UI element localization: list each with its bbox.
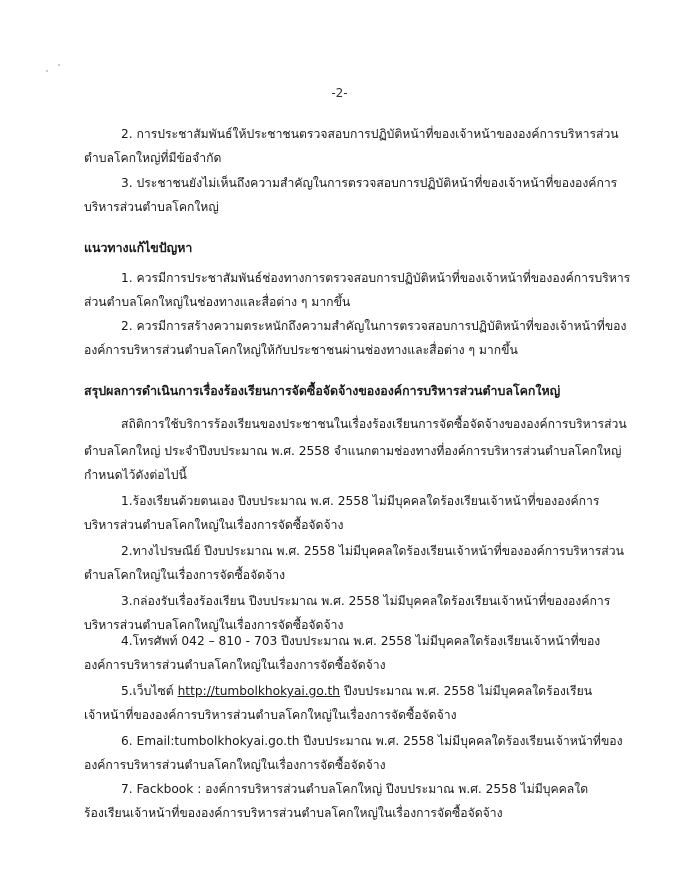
- summary-intro-line-2: ตำบลโคกใหญ่ ประจำปีงบประมาณ พ.ศ. 2558 จำแนกตามช่องทางที่องค์การบริหารส่วนตำบลโคกใหญ่: [84, 444, 622, 458]
- scan-speck: [58, 64, 60, 66]
- problem-3-line-1: 3. ประชาชนยังไม่เห็นถึงความสำคัญในการตรวจสอบการปฏิบัติหน้าที่ของเจ้าหน้าที่ขององค์การ: [121, 176, 618, 190]
- channel-6-line-1: 6. Email:tumbolkhokyai.go.th ปีงบประมาณ พ.ศ. 2558 ไม่มีบุคคลใดร้องเรียนเจ้าหน้าที่ของ: [121, 734, 623, 748]
- channel-5-suffix: ปีงบประมาณ พ.ศ. 2558 ไม่มีบุคคลใดร้องเรียน: [340, 684, 593, 698]
- solutions-heading: แนวทางแก้ไขปัญหา: [84, 240, 193, 255]
- solution-2-line-1: 2. ควรมีการสร้างความตระหนักถึงความสำคัญในการตรวจสอบการปฏิบัติหน้าที่ของเจ้าหน้าที่ของ: [121, 319, 627, 333]
- website-link[interactable]: http://tumbolkhokyai.go.th: [177, 684, 341, 698]
- channel-5-prefix: 5.เว็บไซต์: [121, 684, 178, 698]
- solution-2-line-2: องค์การบริหารส่วนตำบลโคกใหญ่ให้กับประชาชนผ่านช่องทางและสื่อต่าง ๆ มากขึ้น: [84, 343, 518, 357]
- channel-7-line-2: ร้องเรียนเจ้าหน้าที่ขององค์การบริหารส่วนตำบลโคกใหญ่ในเรื่องการจัดซื้อจัดจ้าง: [84, 806, 503, 820]
- problem-2-line-1: 2. การประชาสัมพันธ์ให้ประชาชนตรวจสอบการปฏิบัติหน้าที่ของเจ้าหน้าขององค์การบริหารส่วน: [121, 127, 619, 141]
- channel-2-line-1: 2.ทางไปรษณีย์ ปีงบประมาณ พ.ศ. 2558 ไม่มีบุคคลใดร้องเรียนเจ้าหน้าที่ขององค์การบริหารส่วน: [121, 544, 624, 558]
- channel-5-line-1: [121, 683, 592, 699]
- summary-intro-line-3: กำหนดไว้ดังต่อไปนี้: [84, 468, 187, 482]
- channel-4-line-1: 4.โทรศัพท์ 042 – 810 - 703 ปีงบประมาณ พ.ศ. 2558 ไม่มีบุคคลใดร้องเรียนเจ้าหน้าที่ของ: [121, 634, 601, 648]
- problem-3-line-2: บริหารส่วนตำบลโคกใหญ่: [84, 200, 219, 214]
- channel-3-line-1: 3.กล่องรับเรื่องร้องเรียน ปีงบประมาณ พ.ศ. 2558 ไม่มีบุคคลใดร้องเรียนเจ้าหน้าที่ขององค์การ: [121, 594, 611, 608]
- channel-1-line-1: 1.ร้องเรียนด้วยตนเอง ปีงบประมาณ พ.ศ. 2558 ไม่มีบุคคลใดร้องเรียนเจ้าหน้าที่ขององค์การ: [121, 494, 600, 508]
- summary-intro-line-1: สถิติการใช้บริการร้องเรียนของประชาชนในเรื่องร้องเรียนการจัดซื้อจัดจ้างขององค์การบริหารส่วน: [121, 417, 627, 431]
- summary-heading: สรุปผลการดำเนินการเรื่องร้องเรียนการจัดซื้อจัดจ้างขององค์การบริหารส่วนตำบลโคกใหญ่: [84, 383, 561, 398]
- page-number: -2-: [331, 86, 348, 100]
- solution-1-line-1: 1. ควรมีการประชาสัมพันธ์ช่องทางการตรวจสอบการปฏิบัติหน้าที่ของเจ้าหน้าที่ขององค์การบริหาร: [121, 271, 631, 285]
- channel-4-line-2: องค์การบริหารส่วนตำบลโคกใหญ่ในเรื่องการจัดซื้อจัดจ้าง: [84, 658, 386, 672]
- channel-2-line-2: ตำบลโคกใหญ่ในเรื่องการจัดซื้อจัดจ้าง: [84, 568, 286, 582]
- channel-6-line-2: องค์การบริหารส่วนตำบลโคกใหญ่ในเรื่องการจัดซื้อจัดจ้าง: [84, 758, 386, 772]
- problem-2-line-2: ตำบลโคกใหญ่ที่มีข้อจำกัด: [84, 151, 222, 165]
- scan-speck: [46, 70, 48, 72]
- channel-5-line-2: เจ้าหน้าที่ขององค์การบริหารส่วนตำบลโคกใหญ่ในเรื่องการจัดซื้อจัดจ้าง: [84, 708, 457, 722]
- channel-1-line-2: บริหารส่วนตำบลโคกใหญ่ในเรื่องการจัดซื้อจัดจ้าง: [84, 518, 344, 532]
- solution-1-line-2: ส่วนตำบลโคกใหญ่ในช่องทางและสื่อต่าง ๆ มากขึ้น: [84, 295, 351, 309]
- channel-7-line-1: 7. Fackbook : องค์การบริหารส่วนตำบลโคกใหญ่ ปีงบประมาณ พ.ศ. 2558 ไม่มีบุคคลใด: [121, 782, 589, 796]
- channel-3-line-2: บริหารส่วนตำบลโคกใหญ่ในเรื่องการจัดซื้อจัดจ้าง: [84, 618, 344, 632]
